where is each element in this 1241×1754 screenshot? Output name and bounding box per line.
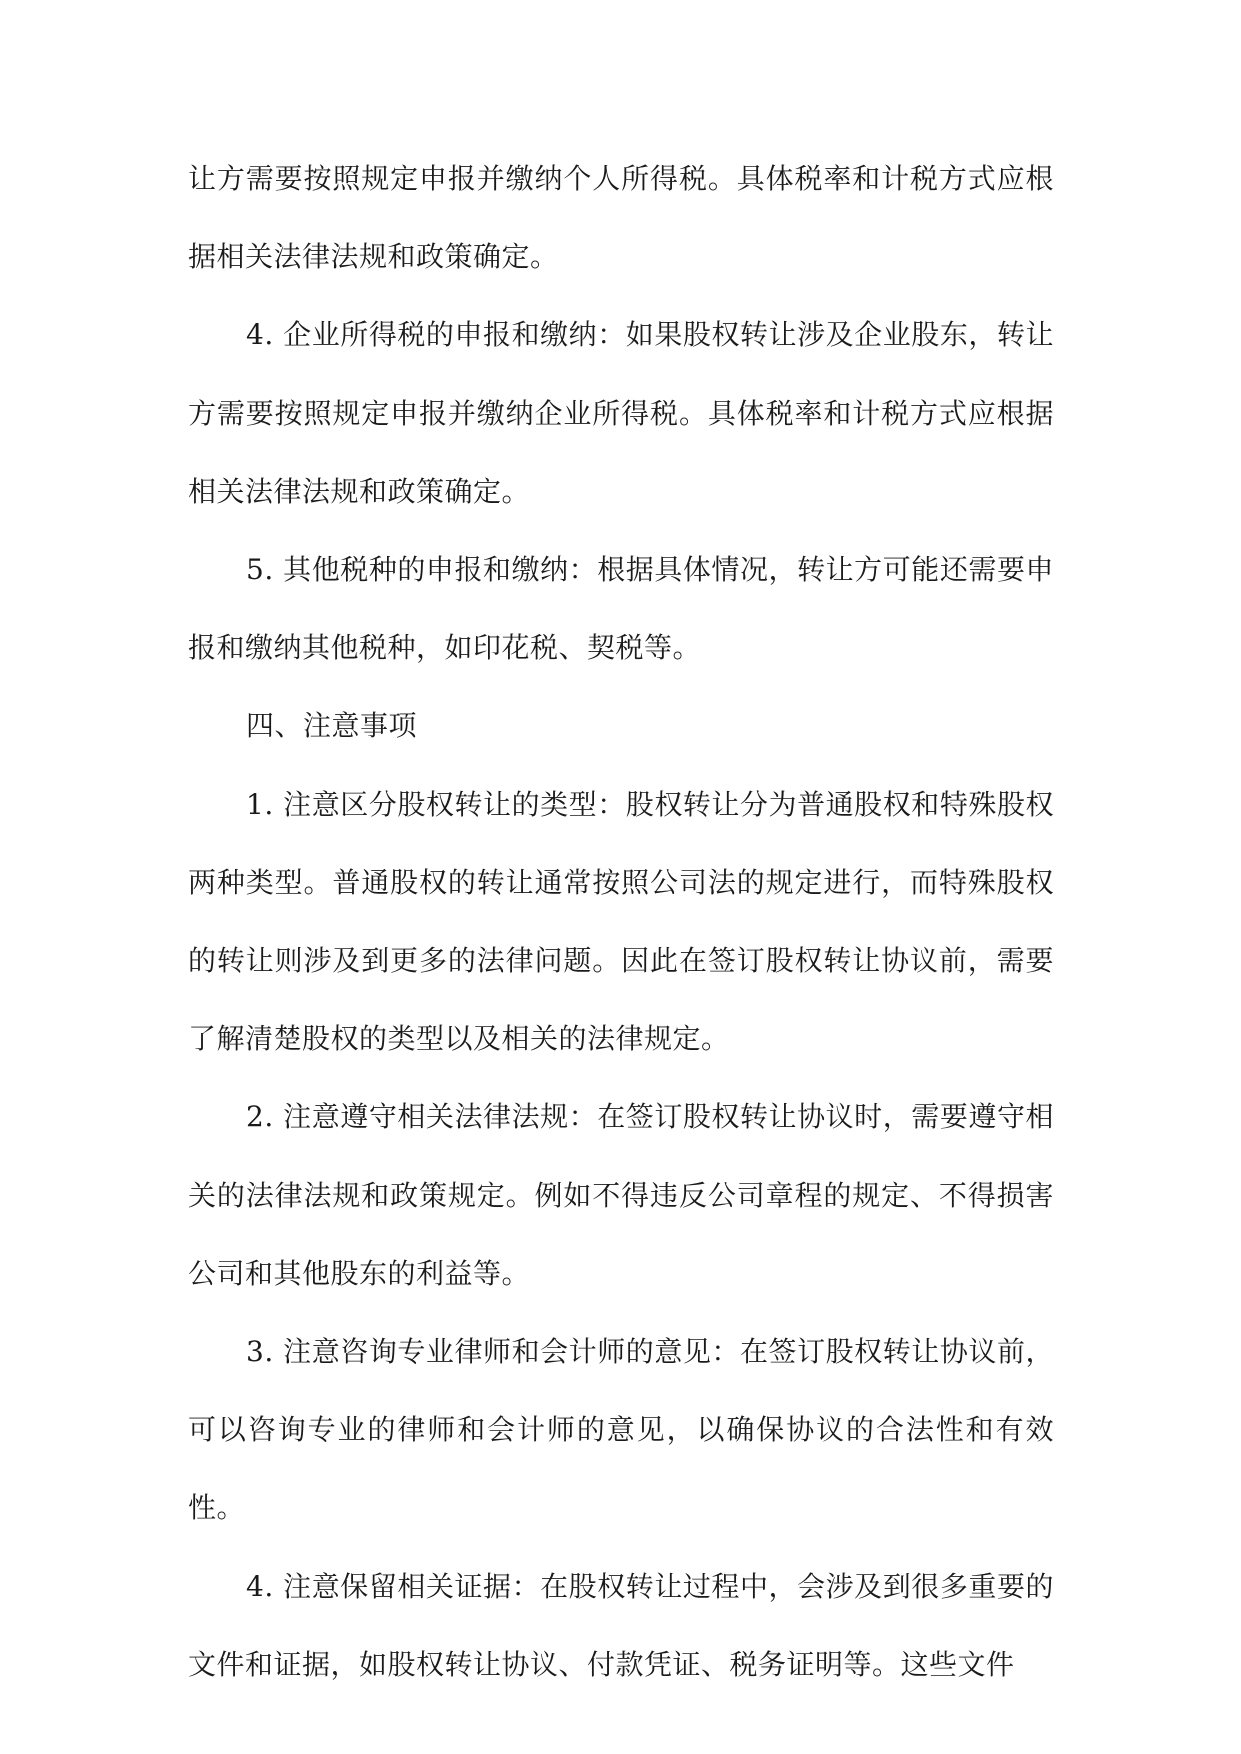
section-heading-notes: 四、注意事项 [246, 709, 418, 743]
paragraph-continuation-personal-income-tax: 让方需要按照规定申报并缴纳个人所得税。具体税率和计税方式应根据相关法律法规和政策确定。 [188, 162, 1054, 274]
paragraph-item-5-other-taxes: 5. 其他税种的申报和缴纳：根据具体情况，转让方可能还需要申报和缴纳其他税种，如印花税、契税等。 [188, 553, 1054, 665]
document-body [188, 140, 1054, 1704]
paragraph-note-3-consult-professionals: 3. 注意咨询专业律师和会计师的意见：在签订股权转让协议前，可以咨询专业的律师和会计师的意见，以确保协议的合法性和有效性。 [188, 1335, 1054, 1525]
paragraph-note-4-keep-evidence: 4. 注意保留相关证据：在股权转让过程中，会涉及到很多重要的文件和证据，如股权转让协议、付款凭证、税务证明等。这些文件 [188, 1569, 1054, 1681]
paragraph-note-2-comply-laws: 2. 注意遵守相关法律法规：在签订股权转让协议时，需要遵守相关的法律法规和政策规定。例如不得违反公司章程的规定、不得损害公司和其他股东的利益等。 [188, 1100, 1054, 1290]
paragraph-note-1-equity-types: 1. 注意区分股权转让的类型：股权转让分为普通股权和特殊股权两种类型。普通股权的转让通常按照公司法的规定进行，而特殊股权的转让则涉及到更多的法律问题。因此在签订股权转让协议前，需要了解清楚股权的类型以及相关的法律规定。 [188, 787, 1054, 1056]
paragraph-item-4-enterprise-income-tax: 4. 企业所得税的申报和缴纳：如果股权转让涉及企业股东，转让方需要按照规定申报并缴纳企业所得税。具体税率和计税方式应根据相关法律法规和政策确定。 [188, 318, 1054, 508]
